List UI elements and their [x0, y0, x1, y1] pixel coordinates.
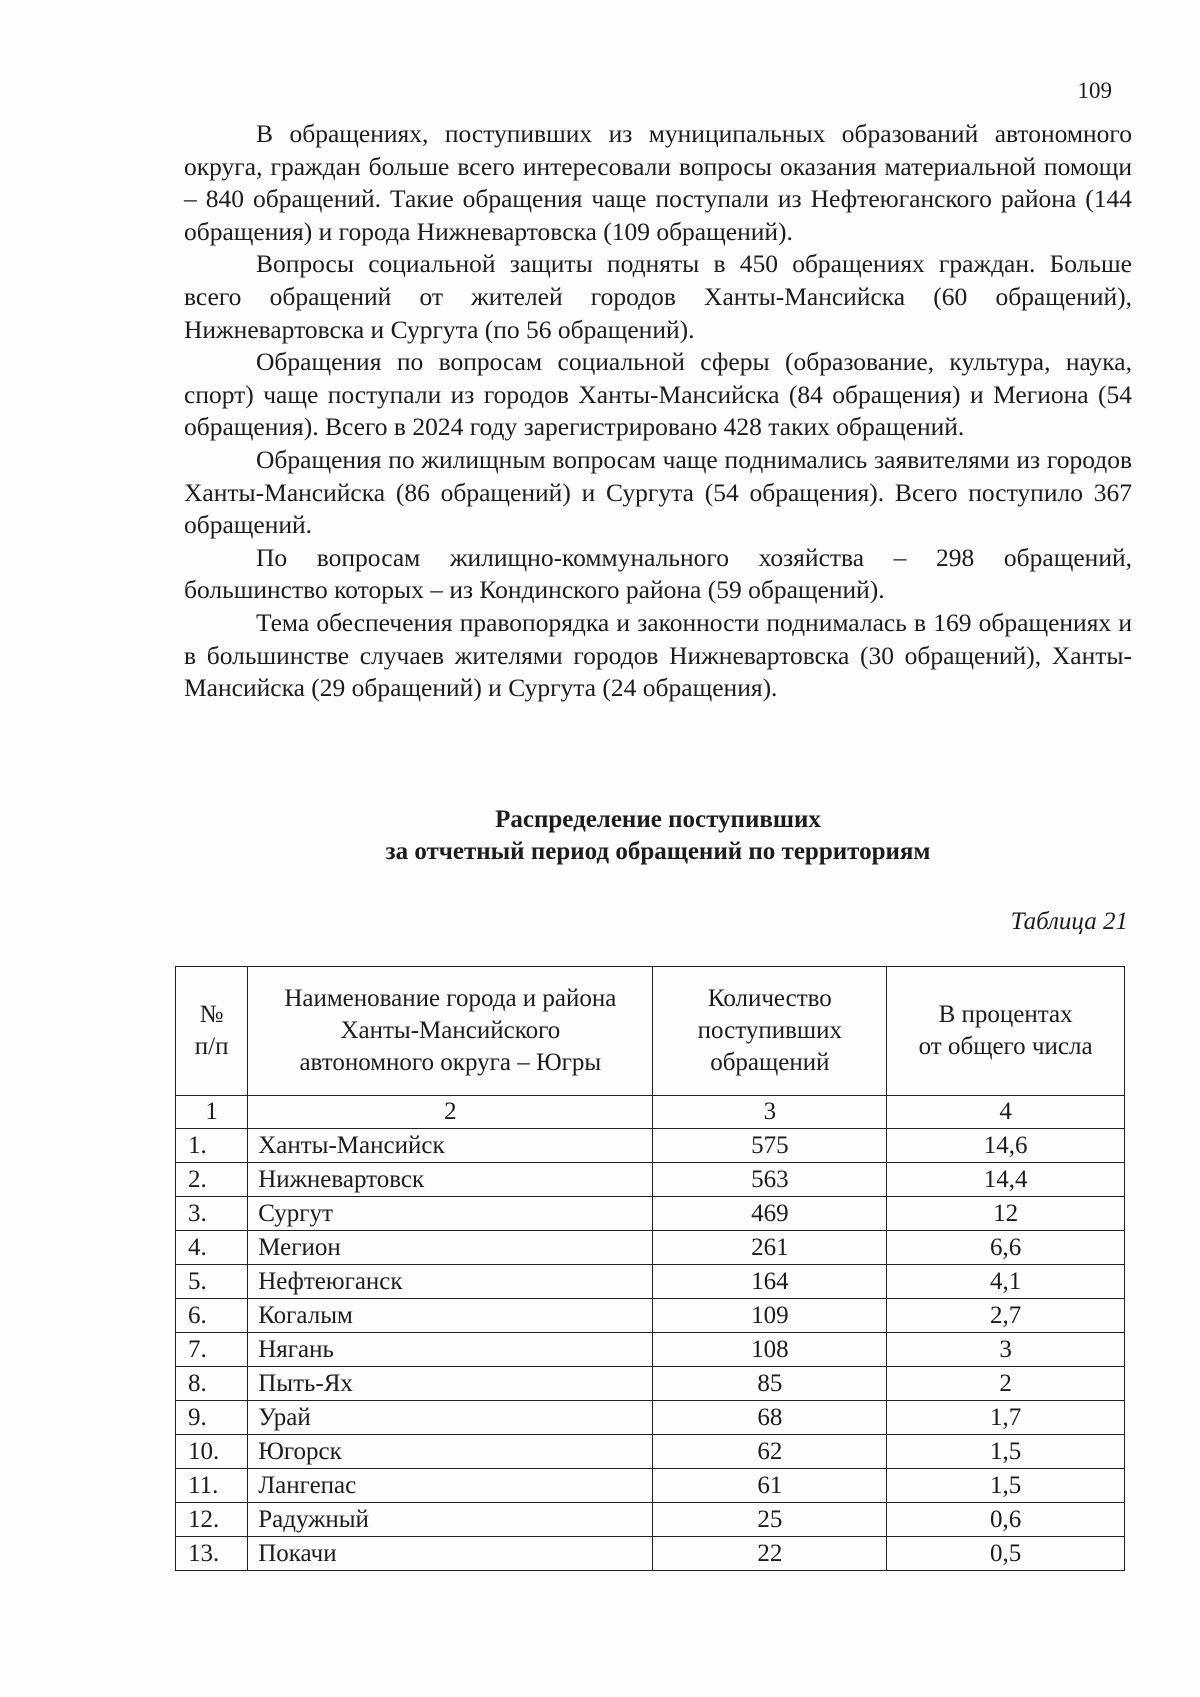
- paragraph-social-sphere: Обращения по вопросам социальной сферы (образование, культура, наука, спорт) чаще поступали из городов Ханты-Мансийска (84 обращения) и Мегиона (54 обращения). Всего в 2024 году зарегистрировано 428 таких обращений.: [184, 347, 1132, 442]
- column-number: 1: [176, 1096, 248, 1129]
- page-number: 109: [1077, 78, 1112, 103]
- header-number-line: п/п: [194, 1033, 229, 1060]
- table-row: [176, 1299, 1125, 1333]
- percent-cell: 4,1: [887, 1265, 1125, 1299]
- count-cell: 25: [653, 1503, 887, 1537]
- paragraph-material-aid: В обращениях, поступивших из муниципальных образований автономного округа, граждан больше всего интересовали вопросы оказания материальной помощи – 840 обращений. Такие обращения чаще поступали из Нефтеюганского района (144 обращения) и города Нижневартовска (109 обращений).: [184, 119, 1132, 246]
- header-territory: [248, 967, 653, 1096]
- territory-name-cell: Ханты-Мансийск: [248, 1129, 653, 1163]
- header-count-line: поступивших: [697, 1017, 843, 1044]
- row-number-cell: 6.: [176, 1299, 248, 1333]
- territory-table: [175, 966, 1125, 1571]
- percent-cell: 0,6: [887, 1503, 1125, 1537]
- header-percent-line: от общего числа: [918, 1033, 1093, 1060]
- percent-cell: 2,7: [887, 1299, 1125, 1333]
- territory-name-cell: Пыть-Ях: [248, 1367, 653, 1401]
- row-number-cell: 13.: [176, 1537, 248, 1571]
- table-row: [176, 1469, 1125, 1503]
- count-cell: 261: [653, 1231, 887, 1265]
- percent-cell: 1,7: [887, 1401, 1125, 1435]
- percent-cell: 1,5: [887, 1435, 1125, 1469]
- count-cell: 68: [653, 1401, 887, 1435]
- row-number-cell: 8.: [176, 1367, 248, 1401]
- count-cell: 469: [653, 1197, 887, 1231]
- table-row: [176, 1435, 1125, 1469]
- table-row: [176, 1231, 1125, 1265]
- table-row: [176, 1163, 1125, 1197]
- percent-cell: 12: [887, 1197, 1125, 1231]
- count-cell: 22: [653, 1537, 887, 1571]
- row-number-cell: 7.: [176, 1333, 248, 1367]
- table-title: [184, 804, 1132, 868]
- territory-name-cell: Югорск: [248, 1435, 653, 1469]
- count-cell: 164: [653, 1265, 887, 1299]
- table-row: [176, 1503, 1125, 1537]
- body-text: [184, 118, 1132, 705]
- paragraph-law-order: Тема обеспечения правопорядка и законности поднималась в 169 обращениях и в большинстве случаев жителями городов Нижневартовска (30 обращений), Ханты-Мансийска (29 обращений) и Сургута (24 обращения).: [184, 607, 1132, 703]
- territory-name-cell: Радужный: [248, 1503, 653, 1537]
- count-cell: 575: [653, 1129, 887, 1163]
- table-label: Таблица 21: [1010, 908, 1128, 935]
- column-number: 4: [887, 1096, 1125, 1129]
- row-number-cell: 4.: [176, 1231, 248, 1265]
- count-cell: 108: [653, 1333, 887, 1367]
- row-number-cell: 12.: [176, 1503, 248, 1537]
- header-percent: [887, 967, 1125, 1096]
- territory-name-cell: Нягань: [248, 1333, 653, 1367]
- header-count-line: Количество: [707, 985, 832, 1012]
- territory-name-cell: Мегион: [248, 1231, 653, 1265]
- table-header-row: [176, 967, 1125, 1096]
- row-number-cell: 9.: [176, 1401, 248, 1435]
- paragraph-social-protection: Вопросы социальной защиты подняты в 450 обращениях граждан. Больше всего обращений от жителей городов Ханты-Мансийска (60 обращений), Нижневартовска и Сургута (по 56 обращений).: [184, 249, 1132, 344]
- count-cell: 61: [653, 1469, 887, 1503]
- table-row: [176, 1537, 1125, 1571]
- territory-name-cell: Нефтеюганск: [248, 1265, 653, 1299]
- paragraph-housing: Обращения по жилищным вопросам чаще поднимались заявителями из городов Ханты-Мансийска (86 обращений) и Сургута (54 обращения). Всего поступило 367 обращений.: [184, 444, 1132, 540]
- territory-name-cell: Нижневартовск: [248, 1163, 653, 1197]
- paragraph-utilities: По вопросам жилищно-коммунального хозяйства – 298 обращений, большинство которых – из Кондинского района (59 обращений).: [184, 542, 1132, 605]
- row-number-cell: 10.: [176, 1435, 248, 1469]
- column-number: 3: [653, 1096, 887, 1129]
- header-count-line: обращений: [710, 1049, 830, 1076]
- percent-cell: 2: [887, 1367, 1125, 1401]
- header-count: [653, 967, 887, 1096]
- column-number-row: [176, 1096, 1125, 1129]
- territory-name-cell: Лангепас: [248, 1469, 653, 1503]
- territory-name-cell: Сургут: [248, 1197, 653, 1231]
- header-territory-line: Наименование города и района: [284, 985, 617, 1012]
- header-territory-line: Ханты-Мансийского: [340, 1017, 561, 1044]
- table-row: [176, 1265, 1125, 1299]
- row-number-cell: 2.: [176, 1163, 248, 1197]
- column-number: 2: [248, 1096, 653, 1129]
- table-row: [176, 1333, 1125, 1367]
- header-territory-line: автономного округа – Югры: [299, 1049, 602, 1076]
- header-percent-line: В процентах: [938, 1001, 1073, 1028]
- table-title-line-1: Распределение поступивших: [495, 806, 821, 833]
- territory-name-cell: Урай: [248, 1401, 653, 1435]
- table-title-line-2: за отчетный период обращений по территориям: [385, 838, 931, 865]
- count-cell: 563: [653, 1163, 887, 1197]
- table-row: [176, 1129, 1125, 1163]
- row-number-cell: 3.: [176, 1197, 248, 1231]
- territory-name-cell: Когалым: [248, 1299, 653, 1333]
- percent-cell: 14,6: [887, 1129, 1125, 1163]
- percent-cell: 1,5: [887, 1469, 1125, 1503]
- percent-cell: 6,6: [887, 1231, 1125, 1265]
- row-number-cell: 1.: [176, 1129, 248, 1163]
- table-row: [176, 1401, 1125, 1435]
- header-number: [176, 967, 248, 1096]
- percent-cell: 14,4: [887, 1163, 1125, 1197]
- table-row: [176, 1367, 1125, 1401]
- count-cell: 109: [653, 1299, 887, 1333]
- row-number-cell: 11.: [176, 1469, 248, 1503]
- percent-cell: 0,5: [887, 1537, 1125, 1571]
- territory-name-cell: Покачи: [248, 1537, 653, 1571]
- header-number-line: №: [199, 1001, 224, 1028]
- row-number-cell: 5.: [176, 1265, 248, 1299]
- table-row: [176, 1197, 1125, 1231]
- count-cell: 62: [653, 1435, 887, 1469]
- count-cell: 85: [653, 1367, 887, 1401]
- percent-cell: 3: [887, 1333, 1125, 1367]
